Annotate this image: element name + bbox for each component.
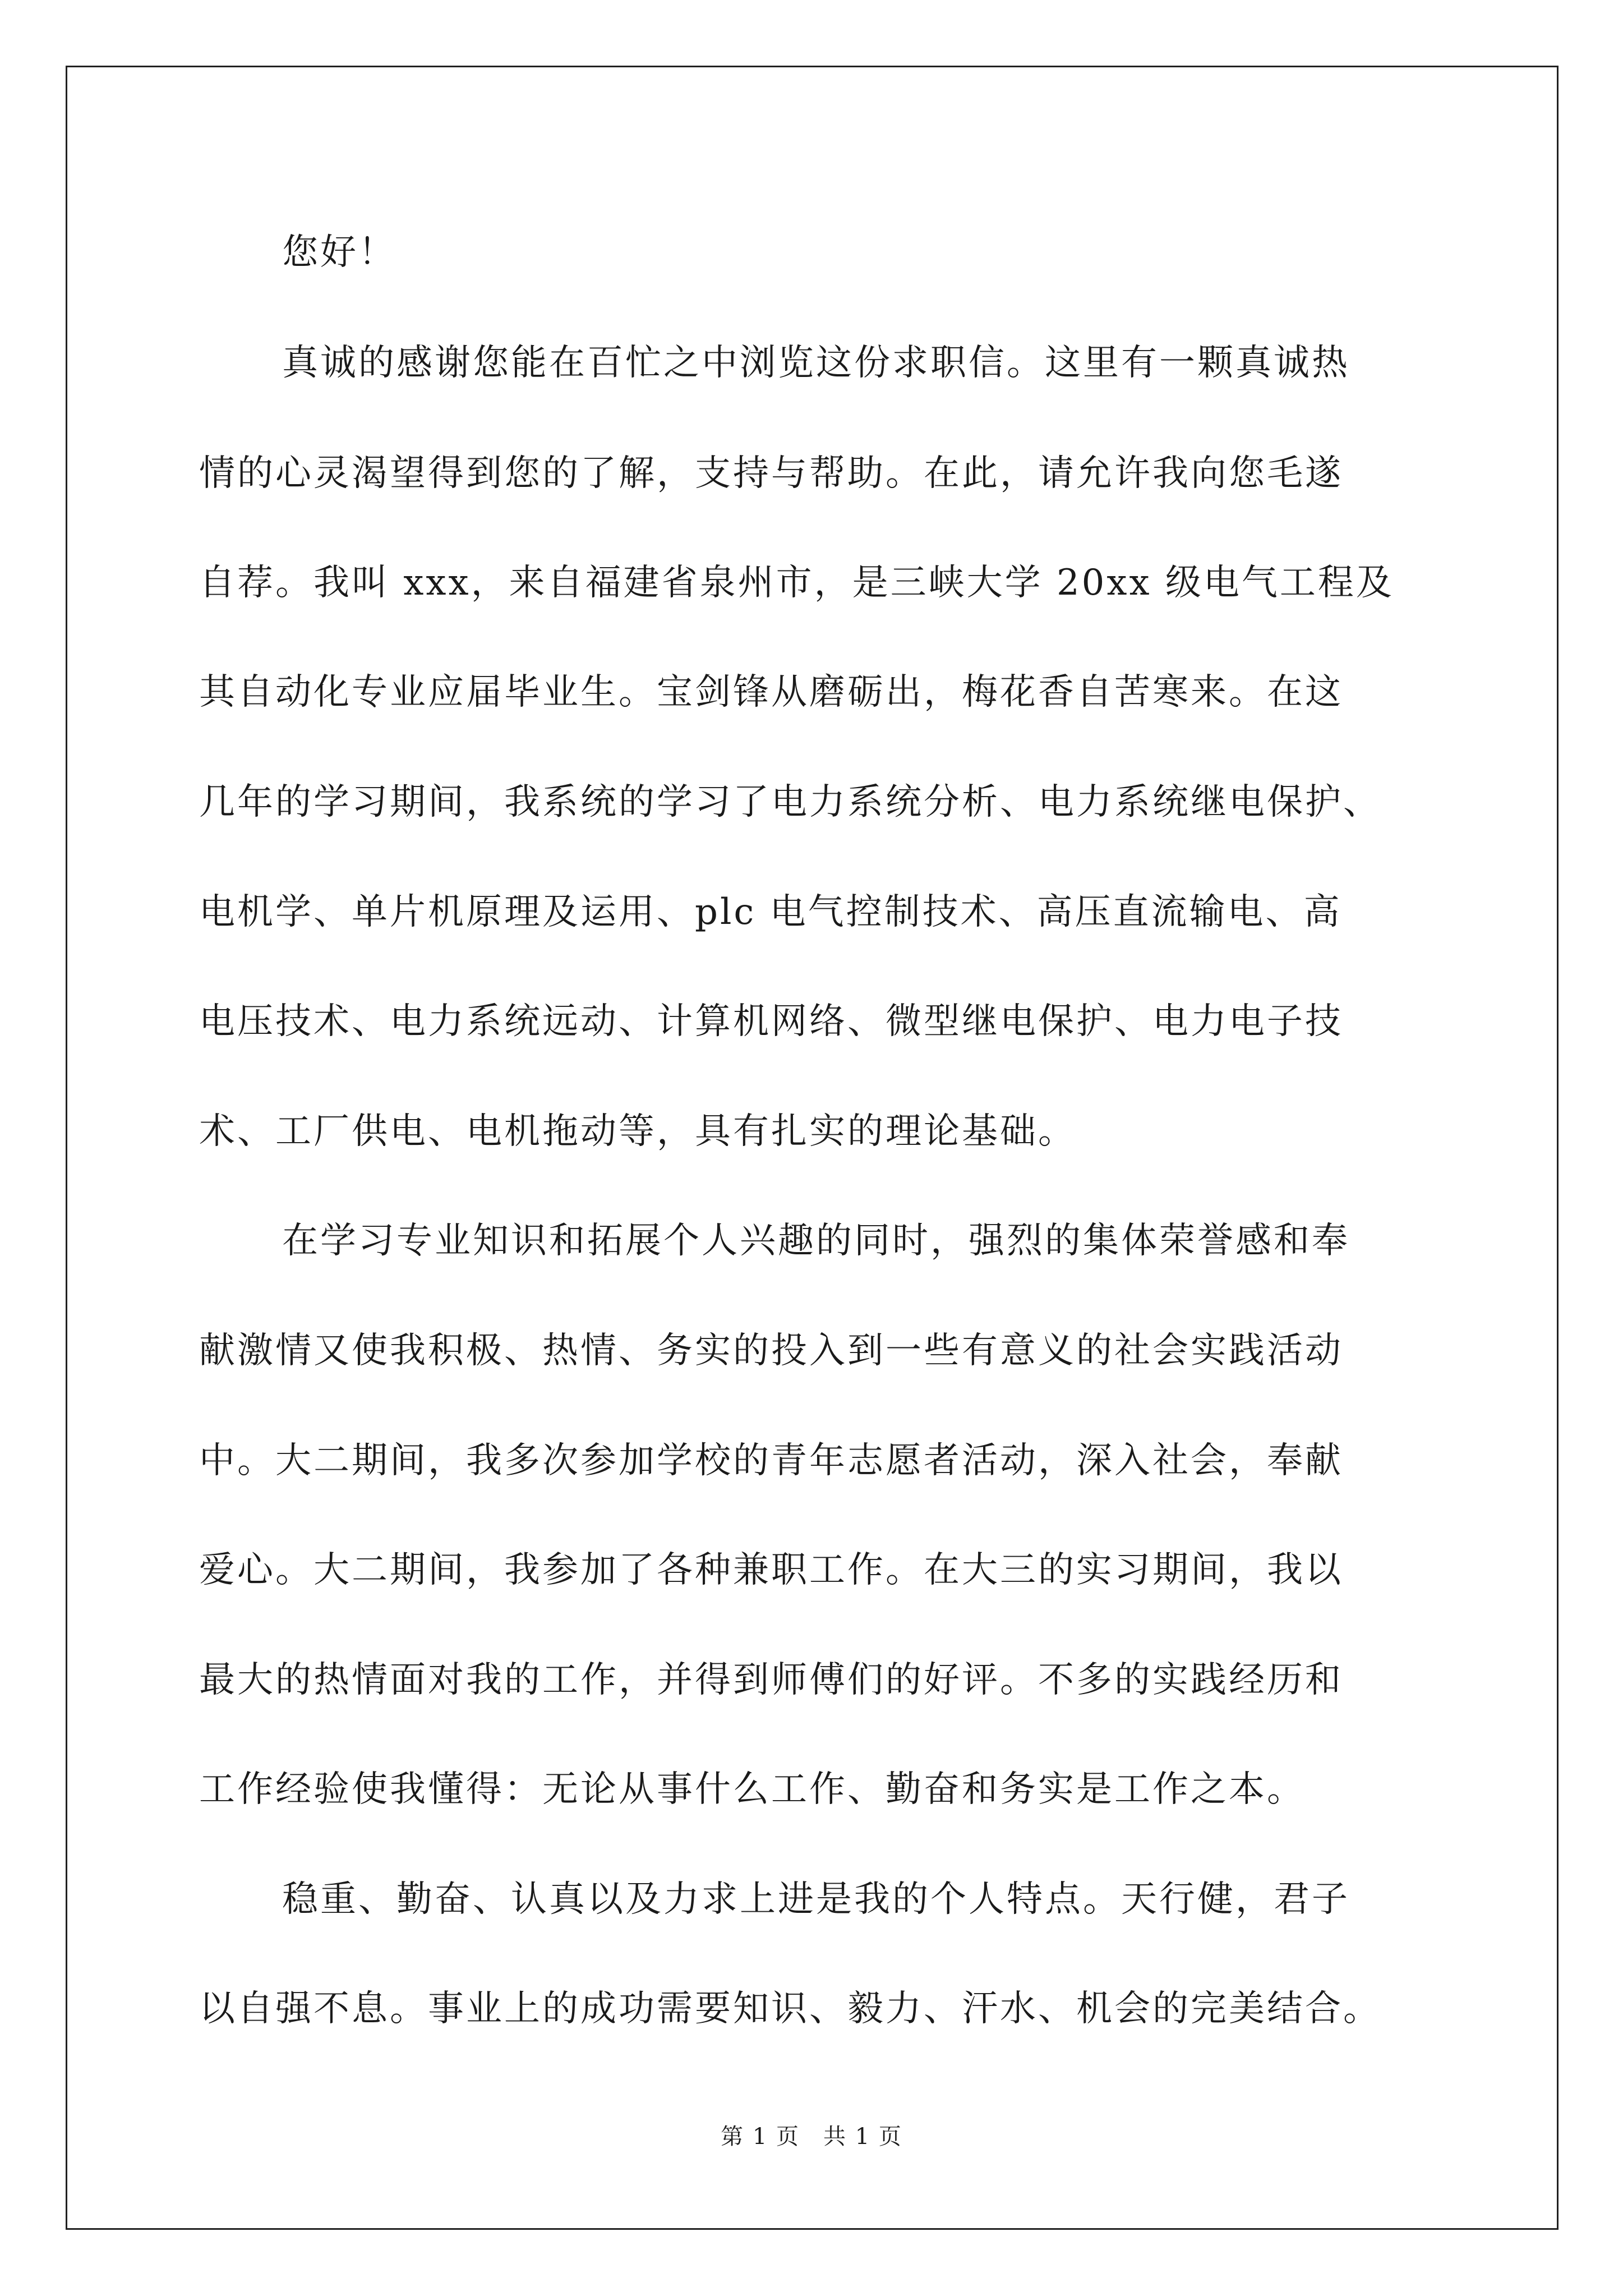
paragraph-1-line-5: 几年的学习期间，我系统的学习了电力系统分析、电力系统继电保护、 (199, 781, 1381, 823)
paragraph-2-line-1: 在学习专业知识和拓展个人兴趣的同时，强烈的集体荣誉感和奉 (282, 1220, 1350, 1262)
paragraph-1-line-8: 术、工厂供电、电机拖动等，具有扎实的理论基础。 (199, 1111, 1076, 1152)
paragraph-1-line-7: 电压技术、电力系统远动、计算机网络、微型继电保护、电力电子技 (199, 1001, 1343, 1042)
paragraph-3-line-1: 稳重、勤奋、认真以及力求上进是我的个人特点。天行健，君子 (282, 1879, 1350, 1920)
greeting-line: 您好！ (282, 232, 396, 273)
paragraph-3-line-2: 以自强不息。事业上的成功需要知识、毅力、汗水、机会的完美结合。 (199, 1988, 1381, 2030)
paragraph-2-line-5: 最大的热情面对我的工作，并得到师傅们的好评。不多的实践经历和 (199, 1659, 1343, 1701)
paragraph-1-line-6: 电机学、单片机原理及运用、plc 电气控制技术、高压直流输电、高 (199, 891, 1342, 933)
paragraph-1-line-1: 真诚的感谢您能在百忙之中浏览这份求职信。这里有一颗真诚热 (282, 342, 1350, 384)
paragraph-2-line-4: 爱心。大二期间，我参加了各种兼职工作。在大三的实习期间，我以 (199, 1549, 1343, 1591)
paragraph-2-line-3: 中。大二期间，我多次参加学校的青年志愿者活动，深入社会，奉献 (199, 1440, 1343, 1481)
paragraph-2-line-2: 献激情又使我积极、热情、务实的投入到一些有意义的社会实践活动 (199, 1330, 1343, 1372)
paragraph-1-line-3: 自荐。我叫 xxx，来自福建省泉州市，是三峡大学 20xx 级电气工程及 (199, 562, 1394, 604)
page-number-footer: 第 1 页 共 1 页 (721, 2124, 902, 2150)
paragraph-1-line-4: 其自动化专业应届毕业生。宝剑锋从磨砺出，梅花香自苦寒来。在这 (199, 671, 1343, 713)
paragraph-1-line-2: 情的心灵渴望得到您的了解，支持与帮助。在此，请允许我向您毛遂 (199, 453, 1343, 494)
paragraph-2-line-6: 工作经验使我懂得：无论从事什么工作、勤奋和务实是工作之本。 (199, 1769, 1305, 1810)
